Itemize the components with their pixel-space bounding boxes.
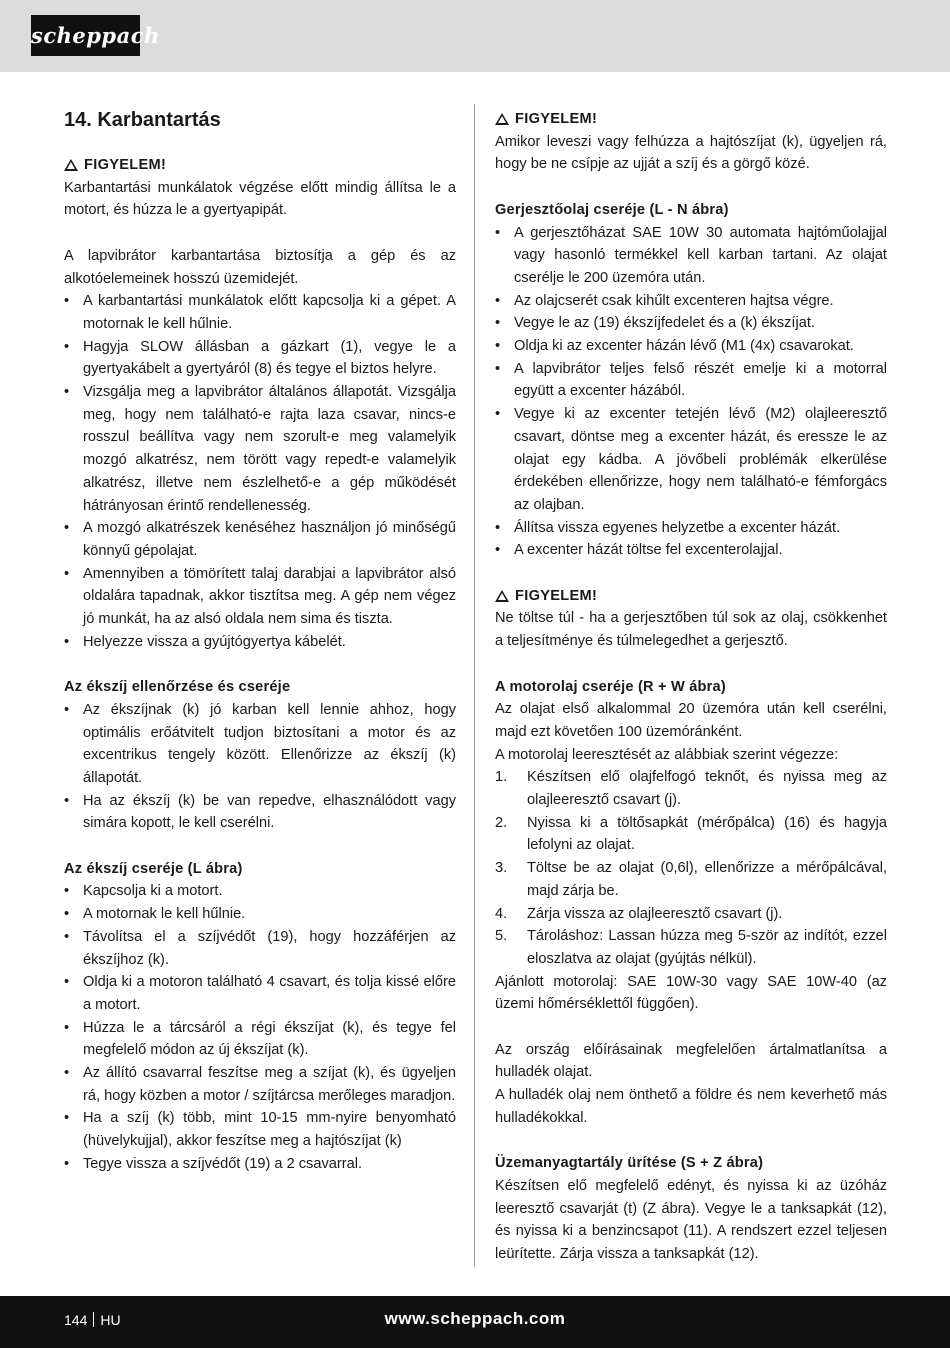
fuel-tank-heading: Üzemanyagtartály ürítése (S + Z ábra)	[495, 1155, 764, 1172]
list-item: • A gerjesztőházat SAE 10W 30 automata hajtóműolajjal vagy hasonló termékkel kell karban tartani. Az olajat cserélje le 200 üzemóra után.	[495, 222, 887, 290]
motor-oil-recommendation: Ajánlott motorolaj: SAE 10W-30 vagy SAE 10W-40 (az üzemi hőmérséklettől függően).	[495, 973, 887, 1013]
disposal-text-2: A hulladék olaj nem önthető a földre és nem keverhető más hulladékokkal.	[495, 1087, 887, 1126]
belt-check-list	[64, 699, 456, 835]
list-item	[495, 812, 887, 857]
warning-heading: FIGYELEM!	[495, 585, 887, 608]
list-item: • Távolítsa el a szíjvédőt (19), hogy hozzáférjen az ékszíjhoz (k).	[64, 926, 456, 971]
list-item: • Az állító csavarral feszítse meg a szíjat (k), és ügyeljen rá, hogy közben a motor / szíjtárcsa merőleges maradjon.	[64, 1062, 456, 1107]
list-item: • Helyezze vissza a gyújtógyertya kábelét.	[64, 631, 456, 654]
scheppach-logo: scheppach	[31, 15, 140, 56]
step-text: Tároláshoz: Lassan húzza meg 5-ször az indítót, ezzel eloszlatva az olajat (gyújtás nélkül).	[527, 928, 887, 967]
warning-icon	[495, 590, 509, 602]
page-number: 144 HU	[64, 1312, 121, 1328]
left-column	[64, 108, 456, 1176]
warning-heading: FIGYELEM!	[495, 108, 887, 131]
website-url: www.scheppach.com	[384, 1309, 566, 1328]
intro-text: A lapvibrátor karbantartása biztosítja a gép és az alkotóelemeinek hosszú üzemidejét.	[64, 247, 456, 287]
list-item: • A karbantartási munkálatok előtt kapcsolja ki a gépet. A motornak le kell hűlnie.	[64, 290, 456, 335]
exciter-oil-heading: Gerjesztőolaj cseréje (L - N ábra)	[495, 201, 729, 218]
step-text: Zárja vissza az olajleeresztő csavart (j).	[527, 905, 783, 922]
list-item: • Ha az ékszíj (k) be van repedve, elhasználódott vagy simára kopott, le kell cserélni.	[64, 790, 456, 835]
belt-check-heading: Az ékszíj ellenőrzése és cseréje	[64, 679, 291, 696]
list-item: • Az olajcserét csak kihűlt excenteren hajtsa végre.	[495, 290, 887, 313]
belt-change-list	[64, 880, 456, 1175]
section-title: 14. Karbantartás	[64, 109, 221, 131]
list-item: • Állítsa vissza egyenes helyzetbe a excenter házát.	[495, 517, 887, 540]
step-number: 4.	[495, 905, 508, 922]
list-item: • Hagyja SLOW állásban a gázkart (1), vegye le a gyertyakábelt a gyertyáról (8) és tegye el biztos helyre.	[64, 336, 456, 381]
list-item: • Ha a szíj (k) több, mint 10-15 mm-nyire benyomható (hüvelykujjal), akkor feszítse meg a hajtószíjat (k)	[64, 1107, 456, 1152]
list-item: • Vegye ki az excenter tetején lévő (M2) olajleeresztő csavart, döntse meg a excenter házát, és eressze le az olajat egy kádba. A jövőbeli problémák elkerülése érdekében ellenőrizze, hogy nem található-e fémforgács az olajban.	[495, 403, 887, 517]
step-number: 5.	[495, 928, 508, 945]
motor-oil-steps	[495, 766, 887, 970]
exciter-oil-list	[495, 222, 887, 563]
step-text: Készítsen elő olajfelfogó teknőt, és nyissa meg az olajleeresztő csavart (j).	[527, 769, 887, 809]
list-item: • Vizsgálja meg a lapvibrátor általános állapotát. Vizsgálja meg, hogy nem található-e rajta laza csavar, nincs-e rosszul beállítva vagy nem szorult-e meg valamelyik mozgó alkatrész, nem törött vagy repedt-e valamelyik alkatrész, illetve nem észlelhető-e a gép működését hátrányosan érintő rendellenesség.	[64, 381, 456, 517]
list-item	[495, 925, 887, 970]
motor-oil-intro-2: A motorolaj leeresztését az alábbiak szerint végezze:	[495, 746, 839, 763]
list-item: • Tegye vissza a szíjvédőt (19) a 2 csavarral.	[64, 1153, 456, 1176]
belt-change-heading: Az ékszíj cseréje (L ábra)	[64, 860, 243, 877]
list-item: • A lapvibrátor teljes felső részét emelje ki a motorral együtt a excenter házából.	[495, 358, 887, 403]
list-item: • Oldja ki az excenter házán lévő (M1 (4x) csavarokat.	[495, 335, 887, 358]
motor-oil-intro: Az olajat első alkalommal 20 üzemóra után kell cserélni, majd ezt követően 100 üzemóránként.	[495, 701, 887, 740]
list-item: • Amennyiben a tömörített talaj darabjai a lapvibrátor alsó oldalára tapadnak, akkor tisztítsa meg. A gép nem végez jó munkát, ha az alsó oldala nem sima és tiszta.	[64, 563, 456, 631]
fuel-tank-text: Készítsen elő megfelelő edényt, és nyissa ki az üzóház leeresztő csavarját (t) (Z ábra). Vegye le a tanksapkát (12), és nyissa ki a benzincsapot (11). A rendszert ezzel teljesen leürítette. Zárja vissza a tanksapkát (12).	[495, 1177, 887, 1263]
maintenance-list	[64, 290, 456, 653]
list-item	[495, 766, 887, 811]
list-item: • A mozgó alkatrészek kenéséhez használjon jó minőségű könnyű gépolajat.	[64, 517, 456, 562]
warning-icon	[64, 159, 78, 171]
warning-text: Ne töltse túl - ha a gerjesztőben túl sok az olaj, csökkenhet a teljesítménye és túlmelegedhet a gerjesztő.	[495, 610, 887, 650]
step-text: Nyissa ki a töltősapkát (mérőpálca) (16) és hagyja lefolyni az olajat.	[527, 814, 887, 854]
right-column	[495, 108, 887, 1266]
list-item: • A motornak le kell hűlnie.	[64, 903, 456, 926]
warning-heading: FIGYELEM!	[64, 154, 456, 177]
list-item: • Vegye le az (19) ékszíjfedelet és a (k) ékszíjat.	[495, 312, 887, 335]
list-item	[495, 857, 887, 902]
column-divider	[474, 104, 475, 1267]
list-item: • Húzza le a tárcsáról a régi ékszíjat (k), és tegye fel megfelelő módon az új ékszíjat (k).	[64, 1017, 456, 1062]
list-item: • Kapcsolja ki a motort.	[64, 880, 456, 903]
page-footer	[0, 1296, 950, 1348]
disposal-text: Az ország előírásainak megfelelően ártalmatlanítsa a hulladék olajat.	[495, 1041, 887, 1081]
step-text: Töltse be az olajat (0,6l), ellenőrizze a mérőpálcával, majd zárja be.	[527, 860, 887, 899]
list-item: • A excenter házát töltse fel excenterolajjal.	[495, 539, 887, 562]
page-header	[0, 0, 950, 72]
motor-oil-heading: A motorolaj cseréje (R + W ábra)	[495, 678, 726, 695]
step-number: 2.	[495, 814, 508, 831]
list-item: • Az ékszíjnak (k) jó karban kell lennie ahhoz, hogy optimális erőátvitelt tudjon biztosítani a motor és az excentrikus tengely között. Ellenőrizze az ékszíj (k) állapotát.	[64, 699, 456, 790]
warning-icon	[495, 113, 509, 125]
step-number: 1.	[495, 769, 508, 786]
list-item	[495, 903, 887, 926]
list-item: • Oldja ki a motoron található 4 csavart, és tolja kissé előre a motort.	[64, 971, 456, 1016]
warning-text: Karbantartási munkálatok végzése előtt mindig állítsa le a motort, és húzza le a gyertyapipát.	[64, 179, 456, 219]
warning-text: Amikor leveszi vagy felhúzza a hajtószíjat (k), ügyeljen rá, hogy be ne csípje az ujját a szíj és a görgő közé.	[495, 133, 887, 173]
step-number: 3.	[495, 860, 508, 877]
